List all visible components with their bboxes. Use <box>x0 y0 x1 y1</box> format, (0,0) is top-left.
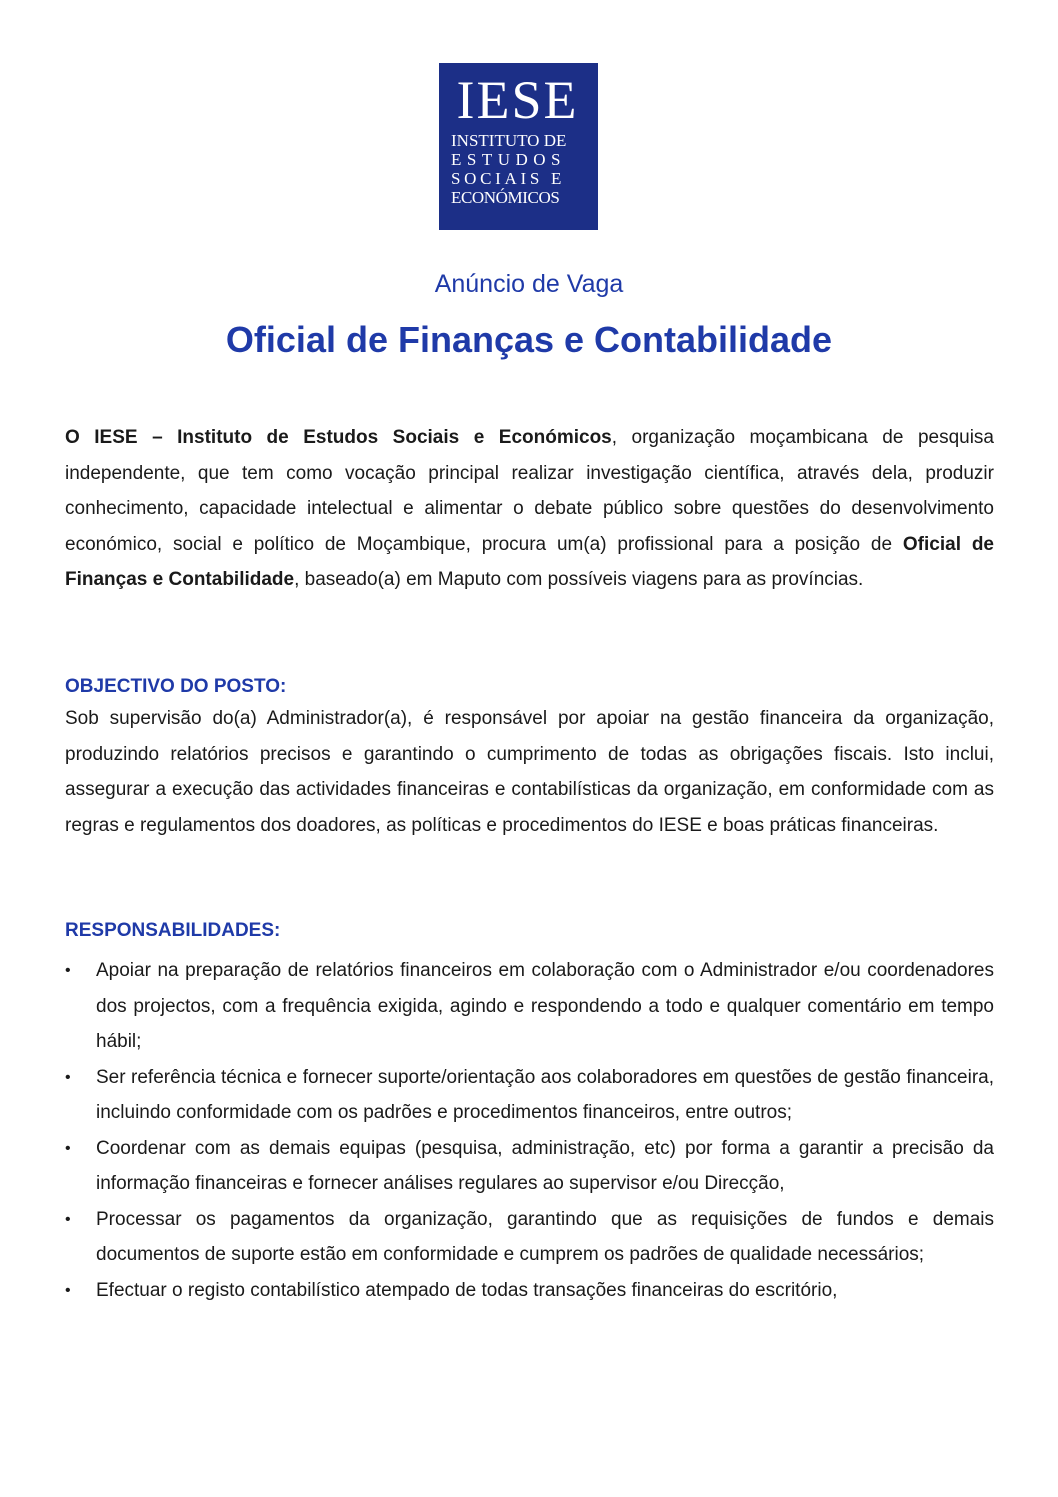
iese-logo <box>439 63 598 230</box>
intro-text-part-1: , organização moçambicana de pesquisa independente, que tem como vocação principal realizar investigação científica, através dela, produzir conhecimento, capacidade intelectual e alimentar o debate público sobre questões do desenvolvimento económico, social e político de Moçambique, procura um(a) profissional para a posição de <box>65 427 994 555</box>
list-item <box>65 1060 994 1131</box>
intro-position-name: Oficial de Finanças e Contabilidade <box>65 533 994 590</box>
objectivo-heading: OBJECTIVO DO POSTO: <box>65 676 287 697</box>
intro-text-part-2: , baseado(a) em Maputo com possíveis viagens para as províncias. <box>294 569 864 590</box>
logo-line-4: ECONÓMICOS <box>451 188 560 207</box>
bullet-marker: • <box>65 1068 71 1086</box>
logo-line-2: ESTUDOS <box>451 150 567 169</box>
logo-line-1: INSTITUTO DE <box>451 131 567 150</box>
responsabilidades-heading: RESPONSABILIDADES: <box>65 920 281 941</box>
intro-organization-name: O IESE – Instituto de Estudos Sociais e Económicos <box>65 427 612 448</box>
list-item <box>65 1273 994 1309</box>
objectivo-paragraph: Sob supervisão do(a) Administrador(a), é responsável por apoiar na gestão financeira da organização, produzindo relatórios precisos e garantindo o cumprimento de todas as obrigações fiscais. Isto inclui, assegurar a execução das actividades financeiras e contabilísticas da organização, em conformidade com as regras e regulamentos dos doadores, as políticas e procedimentos do IESE e boas práticas financeiras. <box>65 708 994 836</box>
list-item <box>65 953 994 1060</box>
list-item-text: Apoiar na preparação de relatórios financeiros em colaboração com o Administrador e/ou coordenadores dos projectos, com a frequência exigida, agindo e respondendo a todo e qualquer comentário em tempo hábil; <box>96 960 994 1052</box>
bullet-marker: • <box>65 962 71 979</box>
document-subtitle: Anúncio de Vaga <box>434 270 624 298</box>
bullet-marker: • <box>65 1210 71 1228</box>
logo-acronym: IESE <box>456 70 579 130</box>
list-item-text: Coordenar com as demais equipas (pesquisa, administração, etc) por forma a garantir a precisão da informação financeiras e fornecer análises regulares ao supervisor e/ou Direcção, <box>96 1137 994 1194</box>
bullet-marker: • <box>65 1139 71 1157</box>
intro-paragraph <box>65 420 994 598</box>
document-title: Oficial de Finanças e Contabilidade <box>225 319 833 360</box>
logo-line-3: SOCIAIS E <box>451 169 566 188</box>
list-item-text: Efectuar o registo contabilístico atempado de todas transações financeiras do escritório, <box>96 1279 838 1301</box>
list-item <box>65 1131 994 1202</box>
list-item-text: Processar os pagamentos da organização, garantindo que as requisições de fundos e demais documentos de suporte estão em conformidade e cumprem os padrões de qualidade necessários; <box>96 1208 994 1265</box>
bullet-marker: • <box>65 1281 71 1299</box>
list-item <box>65 1202 994 1273</box>
responsabilidades-list <box>65 953 994 1308</box>
list-item-text: Ser referência técnica e fornecer suporte/orientação aos colaboradores em questões de gestão financeira, incluindo conformidade com os padrões e procedimentos financeiros, entre outros; <box>96 1066 994 1123</box>
